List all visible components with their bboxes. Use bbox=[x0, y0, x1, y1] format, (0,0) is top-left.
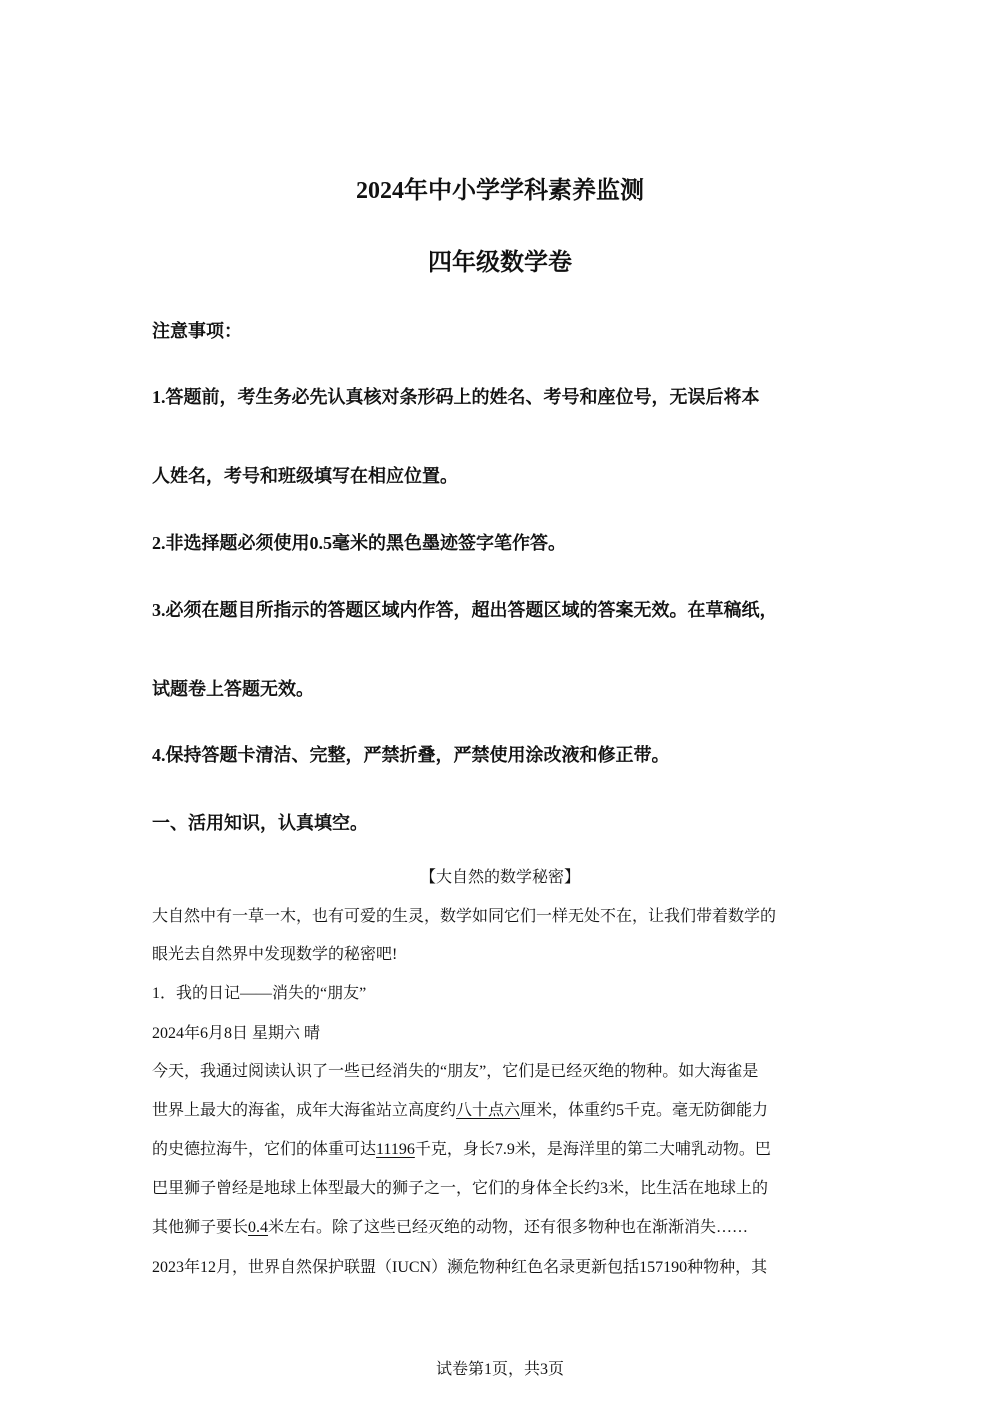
passage-title: 【大自然的数学秘密】 bbox=[419, 869, 580, 886]
notice-heading: 注意事项： bbox=[152, 321, 242, 341]
notice-item-3-line-2: 试题卷上答题无效。 bbox=[152, 679, 314, 699]
diary-line-3 bbox=[152, 1136, 771, 1159]
underlined-length: 0.4 bbox=[248, 1219, 269, 1236]
diary-line-2-text-a: 世界上最大的海雀，成年大海雀站立高度约 bbox=[152, 1102, 457, 1119]
intro-line-1: 大自然中有一草一木，也有可爱的生灵，数学如同它们一样无处不在，让我们带着数学的 bbox=[152, 908, 777, 925]
diary-line-4: 巴里狮子曾经是地球上体型最大的狮子之一，它们的身体全长约3米，比生活在地球上的 bbox=[152, 1180, 769, 1197]
diary-line-1: 今天，我通过阅读认识了一些已经消失的“朋友”，它们是已经灭绝的物种。如大海雀是 bbox=[152, 1063, 759, 1080]
diary-line-2 bbox=[152, 1097, 768, 1120]
underlined-weight: 11196 bbox=[376, 1141, 415, 1158]
diary-date: 2024年6月8日 星期六 晴 bbox=[152, 1025, 321, 1042]
diary-line-6: 2023年12月，世界自然保护联盟（IUCN）濒危物种红色名录更新包括157190种物种，其 bbox=[152, 1259, 768, 1276]
notice-item-2: 2.非选择题必须使用0.5毫米的黑色墨迹签字笔作答。 bbox=[152, 533, 566, 553]
diary-line-5-text-b: 米左右。除了这些已经灭绝的动物，还有很多物种也在渐渐消失…… bbox=[268, 1219, 749, 1236]
diary-line-3-text-a: 的史德拉海牛，它们的体重可达 bbox=[152, 1141, 377, 1158]
question-1-title: 1．我的日记——消失的“朋友” bbox=[152, 985, 367, 1002]
notice-item-1-line-2: 人姓名，考号和班级填写在相应位置。 bbox=[152, 466, 458, 486]
intro-line-2: 眼光去自然界中发现数学的秘密吧! bbox=[152, 946, 398, 963]
underlined-number-words: 八十点六 bbox=[456, 1102, 521, 1119]
notice-item-3-line-1: 3.必须在题目所指示的答题区域内作答，超出答题区域的答案无效。在草稿纸， bbox=[152, 600, 778, 620]
notice-item-4: 4.保持答题卡清洁、完整，严禁折叠，严禁使用涂改液和修正带。 bbox=[152, 745, 670, 765]
notice-item-1-line-1: 1.答题前，考生务必先认真核对条形码上的姓名、考号和座位号，无误后将本 bbox=[152, 387, 760, 407]
exam-subtitle: 四年级数学卷 bbox=[428, 250, 572, 276]
exam-title: 2024年中小学学科素养监测 bbox=[356, 178, 644, 204]
diary-line-5-text-a: 其他狮子要长 bbox=[152, 1219, 249, 1236]
section-1-heading: 一、活用知识，认真填空。 bbox=[152, 813, 368, 833]
diary-line-2-text-b: 厘米，体重约5千克。毫无防御能力 bbox=[520, 1102, 769, 1119]
diary-line-5 bbox=[152, 1214, 748, 1237]
page-footer: 试卷第1页，共3页 bbox=[435, 1361, 564, 1378]
diary-line-3-text-b: 千克，身长7.9米，是海洋里的第二大哺乳动物。巴 bbox=[414, 1141, 771, 1158]
